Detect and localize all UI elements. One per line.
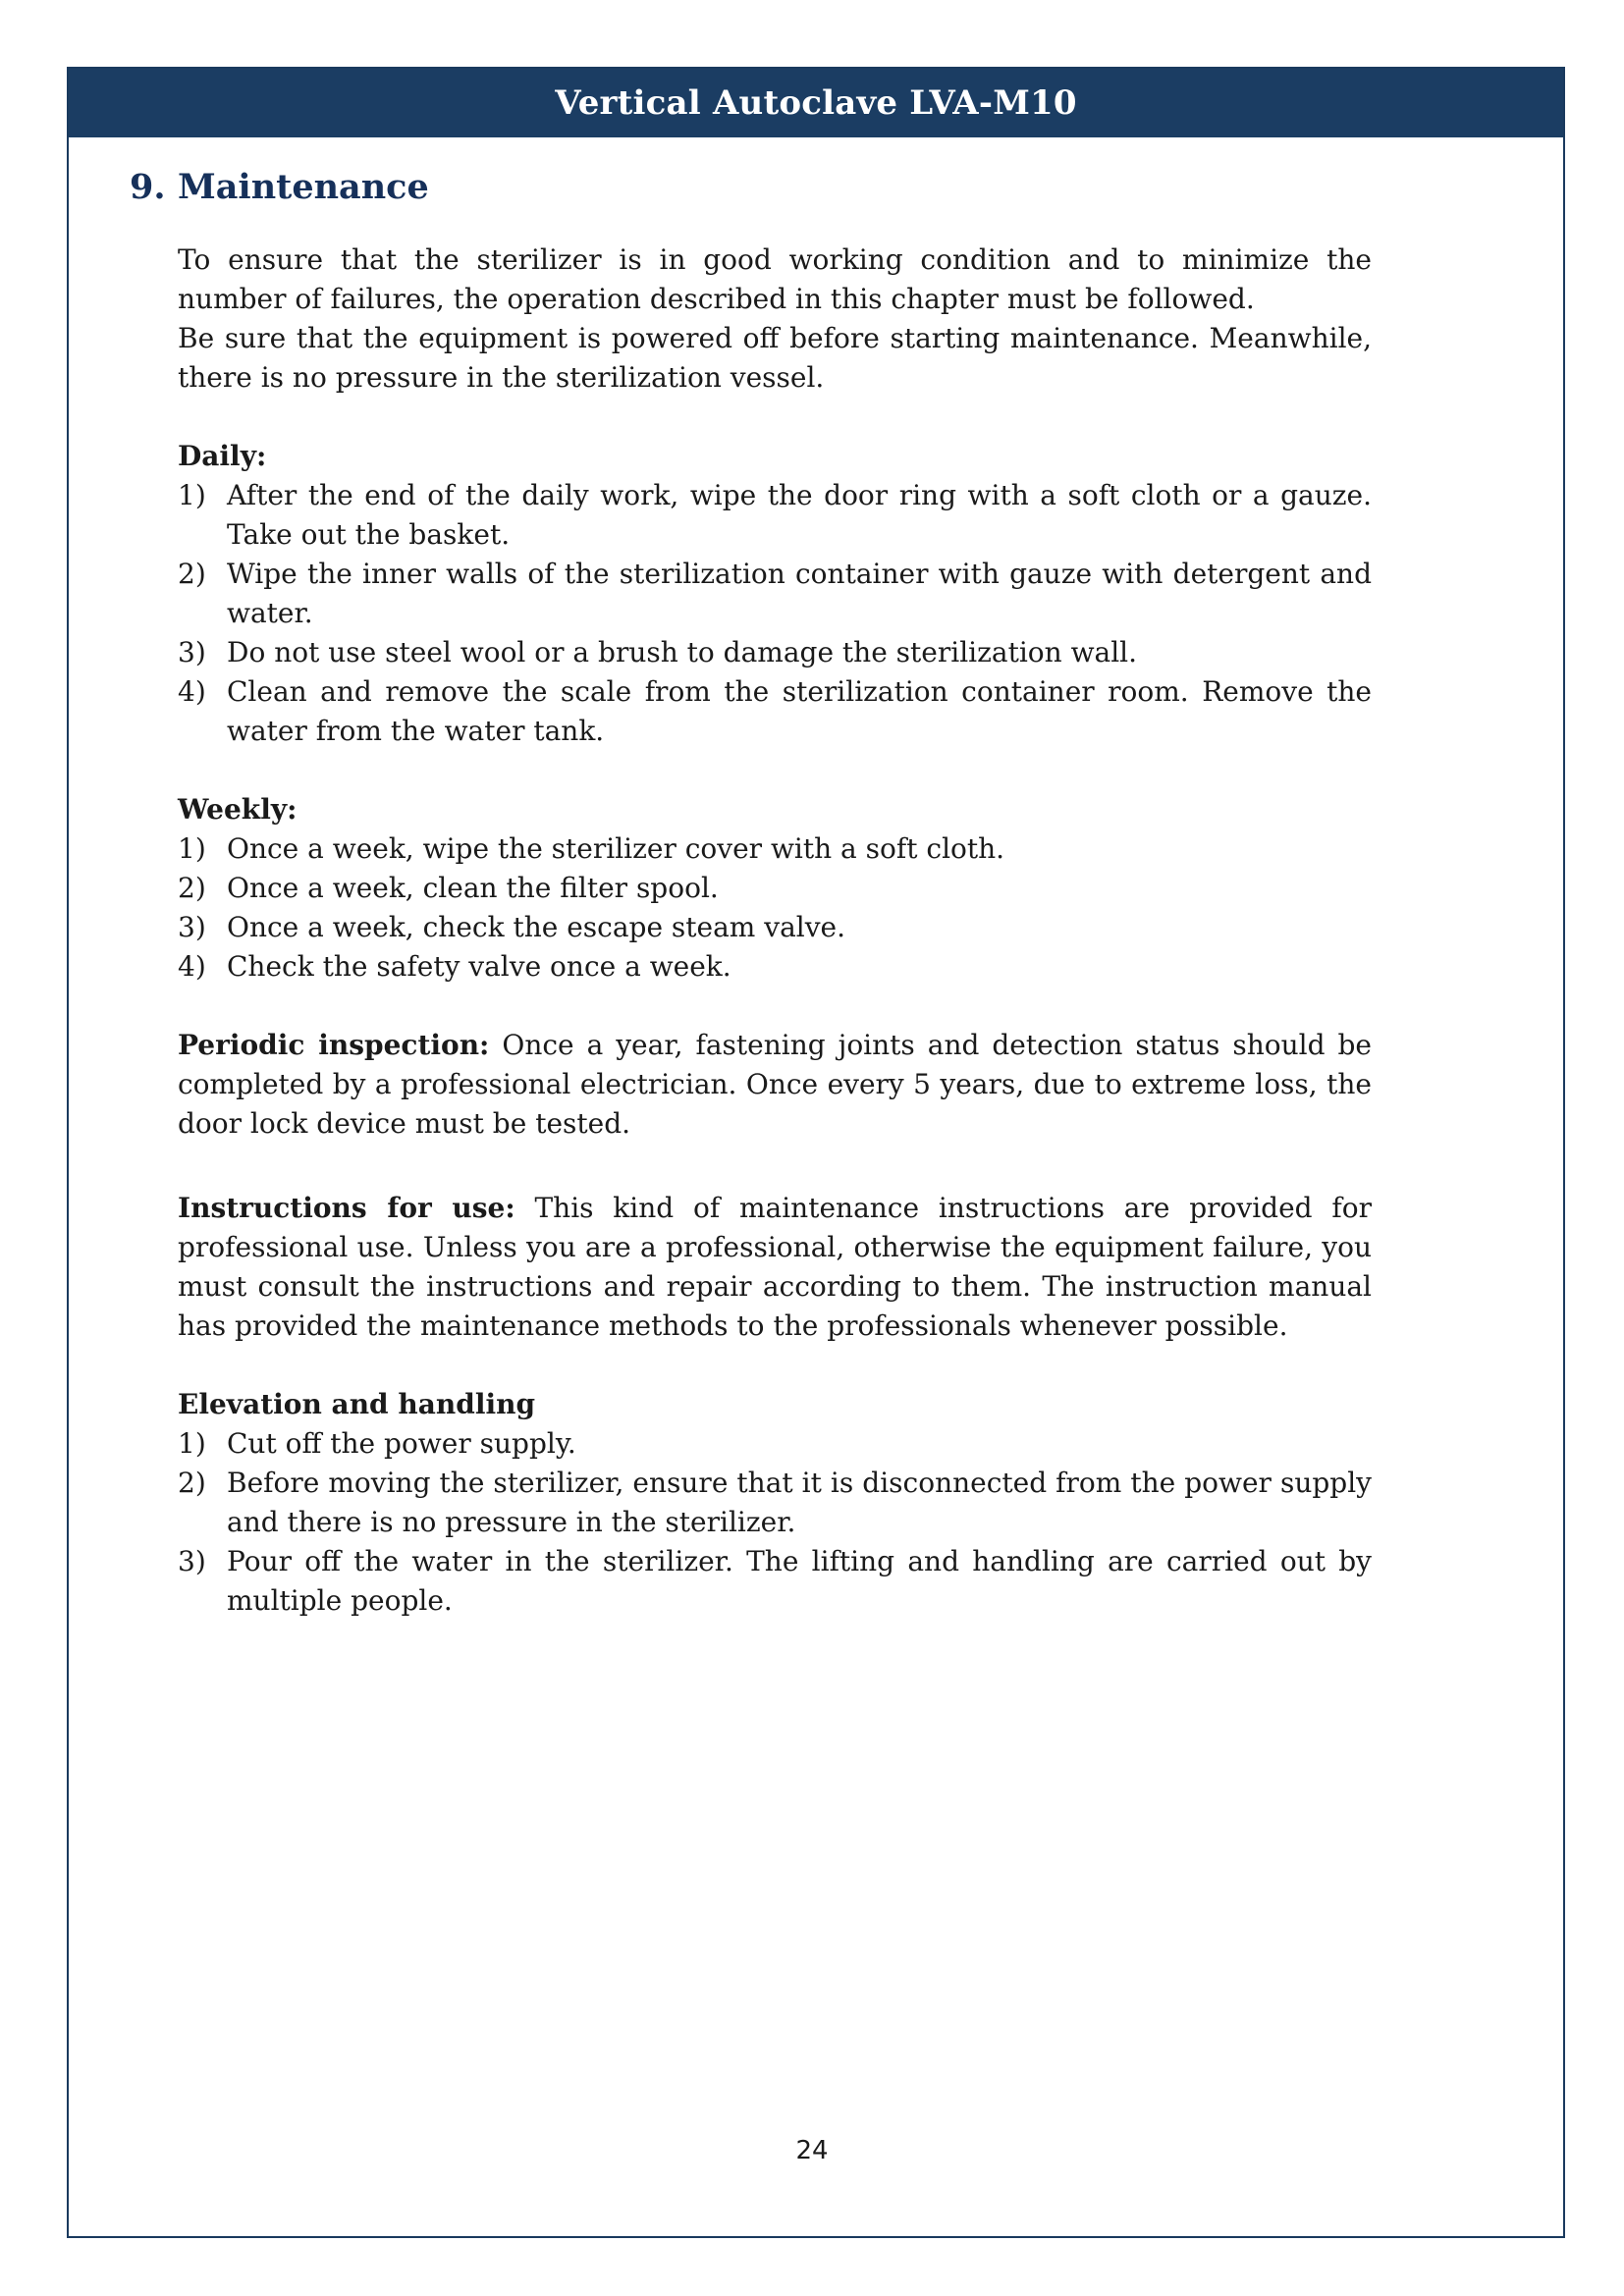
list-item-text: Check the safety valve once a week. [227,950,731,983]
periodic-inspection-block [178,1026,1372,1144]
section-number: 9. [130,167,166,207]
list-item-text: Do not use steel wool or a brush to damage the sterilization wall. [227,636,1138,668]
instructions-text: This kind of maintenance instructions are provided for professional use. Unless you are a professional, otherwise the equipment failure, you must consult the instructions and repair according to them. The instruction manual has provided the maintenance methods to the professionals whenever possible. [178,1192,1372,1342]
document-title: Vertical Autoclave LVA-M10 [555,83,1077,123]
list-item-text: Cut off the power supply. [227,1427,576,1460]
list-item [178,947,1372,987]
periodic-inspection-paragraph [178,1026,1372,1144]
list-item [178,869,1372,908]
instructions-paragraph [178,1189,1372,1346]
section-body [178,240,1372,1621]
list-item-number: 2) [178,558,206,590]
instructions-label: Instructions for use: [178,1192,515,1224]
list-item-number: 1) [178,832,206,865]
intro-block [178,240,1372,398]
daily-block [178,437,1372,751]
section-heading [130,167,1434,207]
list-item-number: 1) [178,1427,206,1460]
weekly-heading: Weekly: [178,793,298,826]
list-item-number: 2) [178,1467,206,1499]
weekly-list [178,829,1372,987]
list-item-number: 3) [178,636,206,668]
list-item [178,633,1372,672]
page-content [130,167,1434,1660]
list-item-number: 3) [178,1545,206,1577]
list-item-text: Once a week, wipe the sterilizer cover with a soft cloth. [227,832,1005,865]
list-item [178,829,1372,869]
periodic-inspection-text: Once a year, fastening joints and detection status should be completed by a professional electrician. Once every 5 years, due to extreme loss, the door lock device must be tested. [178,1029,1372,1140]
list-item-number: 2) [178,872,206,904]
list-item-text: Once a week, clean the filter spool. [227,872,719,904]
list-item [178,672,1372,751]
daily-list [178,476,1372,751]
page-number: 24 [795,2136,829,2165]
list-item-number: 1) [178,479,206,511]
section-title: Maintenance [178,167,429,207]
list-item-text: After the end of the daily work, wipe the door ring with a soft cloth or a gauze. Take out the basket. [227,479,1372,551]
instructions-block [178,1189,1372,1346]
list-item-text: Wipe the inner walls of the sterilization container with gauze with detergent and water. [227,558,1372,629]
elevation-block [178,1385,1372,1621]
list-item [178,908,1372,947]
list-item-text: Before moving the sterilizer, ensure that it is disconnected from the power supply and there is no pressure in the sterilizer. [227,1467,1372,1538]
daily-heading: Daily: [178,440,267,472]
list-item-number: 4) [178,675,206,708]
header-band [69,69,1563,137]
list-item [178,1464,1372,1542]
weekly-block [178,790,1372,987]
list-item [178,476,1372,555]
list-item [178,1424,1372,1464]
elevation-heading: Elevation and handling [178,1388,536,1420]
periodic-inspection-label: Periodic inspection: [178,1029,490,1061]
list-item [178,1542,1372,1621]
list-item-number: 3) [178,911,206,943]
list-item-text: Pour off the water in the sterilizer. The lifting and handling are carried out by multiple people. [227,1545,1372,1617]
list-item-text: Clean and remove the scale from the sterilization container room. Remove the water from the water tank. [227,675,1372,747]
elevation-list [178,1424,1372,1621]
list-item [178,555,1372,633]
intro-paragraph-2: Be sure that the equipment is powered off before starting maintenance. Meanwhile, there is no pressure in the sterilization vessel. [178,322,1372,394]
list-item-number: 4) [178,950,206,983]
list-item-text: Once a week, check the escape steam valve. [227,911,845,943]
intro-paragraph-1: To ensure that the sterilizer is in good working condition and to minimize the number of failures, the operation described in this chapter must be followed. [178,243,1372,315]
